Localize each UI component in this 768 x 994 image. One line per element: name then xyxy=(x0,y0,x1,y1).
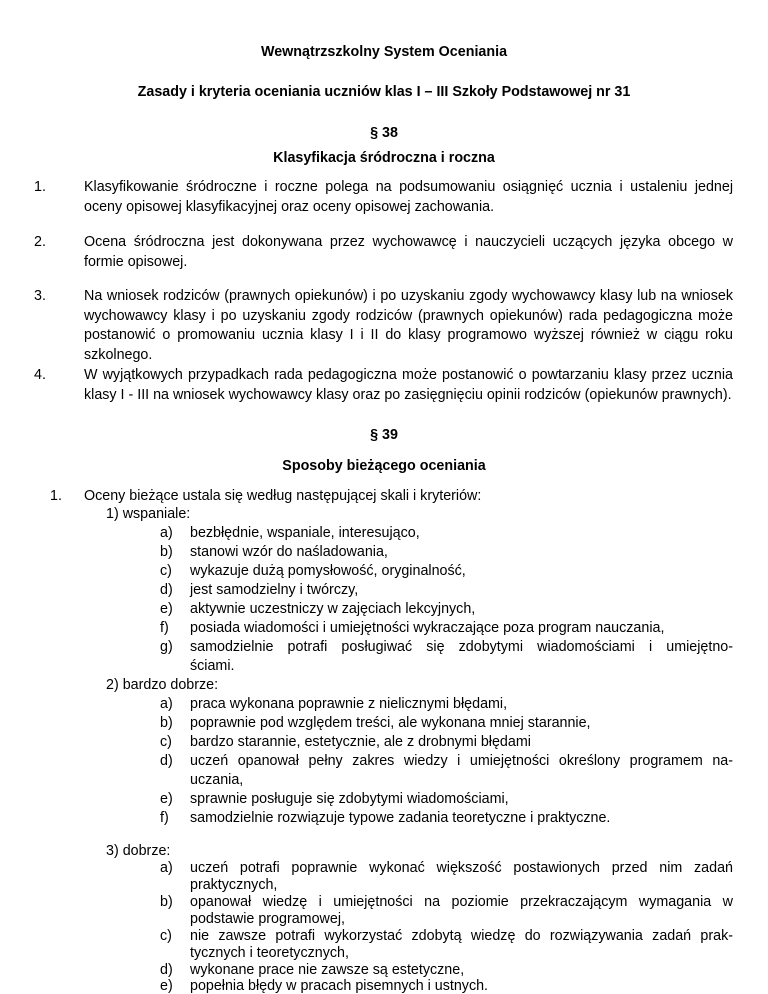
list-item: wykonane prace nie zawsze są estetyczne, xyxy=(190,962,465,978)
list-intro: Oceny bieżące ustala się według następującej skali i kryteriów: xyxy=(84,488,482,504)
paragraph-text: Klasyfikowanie śródroczne i roczne polega na podsumowaniu osiągnięć ucznia i ustaleniu jednej oceny opisowej klasyfikacyjnej oraz oceny opisowej zachowania. xyxy=(84,179,733,215)
document-subtitle: Zasady i kryteria oceniania uczniów klas I – III Szkoły Podstawowej nr 31 xyxy=(137,84,631,100)
paragraph-number: 2. xyxy=(34,234,46,250)
paragraph-number: 4. xyxy=(34,367,46,383)
grade-heading: 2) bardzo dobrze: xyxy=(106,677,219,693)
list-item: popełnia błędy w pracach pisemnych i ustnych. xyxy=(190,978,489,994)
list-item: nie zawsze potrafi wykorzystać zdobytą wiedzę do rozwiązywania zadań prak- xyxy=(190,928,733,944)
item-letter: c) xyxy=(160,563,172,579)
paragraph-text: Ocena śródroczna jest dokonywana przez wychowawcę i nauczycieli uczących języka obcego w formie opisowej. xyxy=(84,234,733,270)
list-item: uczeń potrafi poprawnie wykonać większość postawionych przed nim zadań xyxy=(190,860,733,876)
section-38-heading: Klasyfikacja śródroczna i roczna xyxy=(273,150,495,166)
paragraph-number: 1. xyxy=(34,179,46,195)
item-letter: g) xyxy=(160,639,173,655)
list-item: sprawnie posługuje się zdobytymi wiadomościami, xyxy=(190,791,509,807)
list-item-continuation: tycznych i teoretycznych, xyxy=(190,945,349,961)
item-letter: a) xyxy=(160,860,173,876)
item-letter: e) xyxy=(160,791,173,807)
list-item-continuation: uczania, xyxy=(190,772,244,788)
list-item: uczeń opanował pełny zakres wiedzy i umiejętności określony programem na- xyxy=(190,753,733,769)
paragraph-text: W wyjątkowych przypadkach rada pedagogiczna może postanowić o powtarzaniu klasy przez ucznia klasy I - III na wniosek wychowawcy klasy oraz po zasięgnięciu opinii rodziców (opiekunów prawnych). xyxy=(84,367,733,403)
list-item: poprawnie pod względem treści, ale wykonana mniej starannie, xyxy=(190,715,591,731)
item-letter: b) xyxy=(160,715,173,731)
grade-heading: 3) dobrze: xyxy=(106,843,171,859)
list-item: wykazuje dużą pomysłowość, oryginalność, xyxy=(190,563,466,579)
paragraph-text: Na wniosek rodziców (prawnych opiekunów) i po uzyskaniu zgody wychowawcy klasy lub na wniosek wychowawcy klasy i po uzyskaniu zgody rodziców (prawnych opiekunów) rada pedagogiczna może postanowić o promowaniu ucznia klasy I i II do klasy programowo wyższej również w ciągu roku szkolnego. xyxy=(84,288,733,363)
grade-heading: 1) wspaniale: xyxy=(106,506,191,522)
list-item: jest samodzielny i twórczy, xyxy=(190,582,359,598)
item-letter: e) xyxy=(160,601,173,617)
list-item: bezbłędnie, wspaniale, interesująco, xyxy=(190,525,420,541)
item-letter: a) xyxy=(160,525,173,541)
item-letter: a) xyxy=(160,696,173,712)
item-letter: d) xyxy=(160,582,173,598)
item-letter: d) xyxy=(160,753,173,769)
list-item: bardzo starannie, estetycznie, ale z drobnymi błędami xyxy=(190,734,531,750)
item-letter: c) xyxy=(160,734,172,750)
section-39-heading: Sposoby bieżącego oceniania xyxy=(282,458,486,474)
list-item: samodzielnie potrafi posługiwać się zdobytymi wiadomościami i umiejętno- xyxy=(190,639,733,655)
section-38-symbol: § 38 xyxy=(370,125,398,141)
item-letter: f) xyxy=(160,810,169,826)
item-letter: e) xyxy=(160,978,173,994)
document-title: Wewnątrzszkolny System Oceniania xyxy=(260,44,508,60)
list-item: opanował wiedzę i umiejętności na poziomie przekraczającym wymagania w xyxy=(190,894,733,910)
list-number: 1. xyxy=(50,488,62,504)
list-item-continuation: podstawie programowej, xyxy=(190,911,345,927)
section-39-symbol: § 39 xyxy=(370,427,398,443)
item-letter: b) xyxy=(160,894,173,910)
list-item-continuation: praktycznych, xyxy=(190,877,278,893)
item-letter: c) xyxy=(160,928,172,944)
list-item-continuation: ściami. xyxy=(190,658,235,674)
list-item: stanowi wzór do naśladowania, xyxy=(190,544,388,560)
list-item: posiada wiadomości i umiejętności wykraczające poza program nauczania, xyxy=(190,620,665,636)
item-letter: f) xyxy=(160,620,169,636)
paragraph-number: 3. xyxy=(34,288,46,304)
list-item: praca wykonana poprawnie z nielicznymi błędami, xyxy=(190,696,508,712)
item-letter: b) xyxy=(160,544,173,560)
list-item: samodzielnie rozwiązuje typowe zadania teoretyczne i praktyczne. xyxy=(190,810,611,826)
list-item: aktywnie uczestniczy w zajęciach lekcyjnych, xyxy=(190,601,476,617)
item-letter: d) xyxy=(160,962,173,978)
